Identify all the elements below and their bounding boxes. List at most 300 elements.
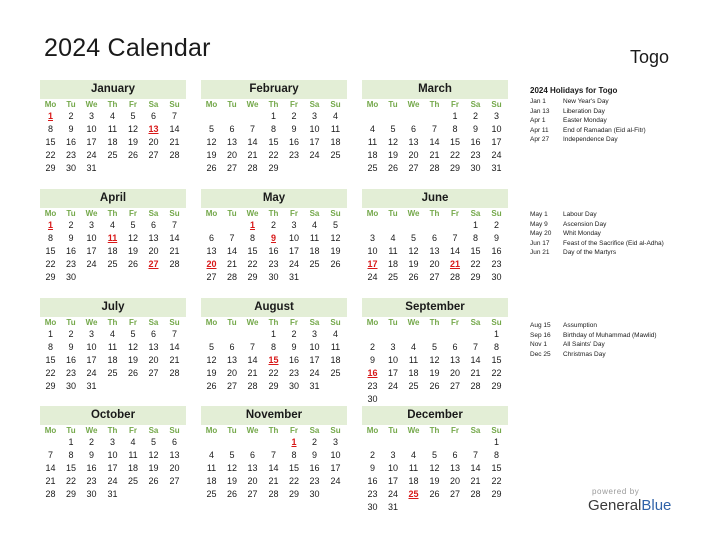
- calendar-day: 31: [491, 163, 502, 173]
- calendar-day: 26: [127, 259, 138, 269]
- calendar-day: 20: [226, 368, 237, 378]
- calendar-day: 12: [127, 124, 138, 134]
- holiday-date: Dec 25: [530, 350, 551, 358]
- calendar-day: 8: [47, 233, 53, 243]
- calendar-day: 25: [309, 259, 320, 269]
- calendar-day: 30: [367, 394, 378, 404]
- month-header: July: [40, 298, 186, 317]
- weekday-label: Su: [491, 318, 502, 327]
- calendar-day: 1: [68, 437, 74, 447]
- calendar-day: 22: [268, 368, 279, 378]
- calendar-day: 23: [65, 150, 76, 160]
- calendar-day: 3: [369, 233, 375, 243]
- holiday-day: 1: [47, 111, 53, 121]
- weekday-label: Sa: [470, 426, 481, 435]
- calendar-day: 6: [208, 233, 214, 243]
- calendar-day: 12: [206, 137, 217, 147]
- weekday-label: Mo: [366, 209, 379, 218]
- calendar-day: 22: [449, 150, 460, 160]
- calendar-day: 30: [65, 381, 76, 391]
- holiday-day: 25: [408, 489, 419, 499]
- calendar-day: 8: [493, 450, 499, 460]
- calendar-day: 16: [470, 137, 481, 147]
- weekday-label: We: [85, 426, 98, 435]
- calendar-day: 6: [150, 111, 156, 121]
- calendar-day: 2: [369, 342, 375, 352]
- calendar-day: 14: [429, 137, 440, 147]
- calendar-day: 22: [268, 150, 279, 160]
- calendar-day: 7: [229, 233, 235, 243]
- calendar-day: 5: [332, 220, 338, 230]
- holiday-date: Nov 1: [530, 341, 547, 349]
- calendar-day: 26: [148, 476, 159, 486]
- calendar-day: 7: [431, 124, 437, 134]
- month-june: [362, 189, 508, 282]
- calendar-day: 26: [429, 489, 440, 499]
- calendar-day: 28: [169, 368, 180, 378]
- calendar-day: 24: [387, 489, 398, 499]
- calendar-day: 11: [309, 233, 320, 243]
- weekday-label: Su: [491, 209, 502, 218]
- brand-logo[interactable]: [588, 497, 671, 514]
- calendar-day: 19: [127, 355, 138, 365]
- calendar-day: 18: [408, 476, 419, 486]
- calendar-day: 22: [45, 150, 56, 160]
- month-september: [362, 298, 508, 404]
- weekday-label: Sa: [309, 318, 320, 327]
- calendar-day: 12: [330, 233, 341, 243]
- calendar-day: 13: [206, 246, 217, 256]
- calendar-day: 9: [369, 355, 375, 365]
- calendar-day: 28: [470, 381, 481, 391]
- calendar-day: 8: [452, 124, 458, 134]
- calendar-day: 5: [208, 124, 214, 134]
- weekday-label: We: [407, 209, 420, 218]
- calendar-day: 17: [387, 476, 398, 486]
- calendar-day: 30: [309, 489, 320, 499]
- weekday-label: Su: [330, 318, 341, 327]
- calendar-day: 3: [493, 111, 499, 121]
- calendar-day: 17: [309, 355, 320, 365]
- calendar-day: 29: [45, 272, 56, 282]
- weekday-label: Th: [107, 318, 118, 327]
- weekday-label: Th: [268, 426, 279, 435]
- calendar-day: 1: [472, 220, 478, 230]
- calendar-day: 4: [332, 111, 338, 121]
- calendar-day: 18: [127, 463, 138, 473]
- calendar-day: 26: [226, 489, 237, 499]
- calendar-day: 16: [367, 476, 378, 486]
- month-april: [40, 189, 186, 282]
- calendar-day: 5: [431, 450, 437, 460]
- calendar-day: 24: [86, 368, 97, 378]
- weekday-label: Fr: [129, 318, 137, 327]
- calendar-day: 26: [387, 163, 398, 173]
- calendar-day: 8: [270, 342, 276, 352]
- calendar-day: 18: [330, 355, 341, 365]
- calendar-day: 9: [68, 124, 74, 134]
- calendar-day: 30: [65, 163, 76, 173]
- calendar-day: 1: [270, 329, 276, 339]
- calendar-day: 2: [291, 329, 297, 339]
- weekday-label: Mo: [205, 209, 218, 218]
- calendar-day: 7: [249, 342, 255, 352]
- month-header: December: [362, 406, 508, 425]
- calendar-day: 1: [493, 437, 499, 447]
- weekday-label: Th: [107, 426, 118, 435]
- calendar-day: 23: [86, 476, 97, 486]
- calendar-day: 24: [107, 476, 118, 486]
- calendar-day: 21: [45, 476, 56, 486]
- weekday-label: Sa: [309, 100, 320, 109]
- calendar-day: 8: [291, 450, 297, 460]
- calendar-day: 26: [330, 259, 341, 269]
- calendar-day: 18: [330, 137, 341, 147]
- calendar-day: 21: [429, 150, 440, 160]
- weekday-label: Sa: [148, 209, 159, 218]
- calendar-day: 17: [309, 137, 320, 147]
- weekday-label: Fr: [451, 209, 459, 218]
- calendar-day: 25: [107, 150, 118, 160]
- calendar-day: 25: [127, 476, 138, 486]
- calendar-day: 28: [169, 259, 180, 269]
- calendar-day: 19: [127, 137, 138, 147]
- month-july: [40, 298, 186, 391]
- holiday-day: 1: [249, 220, 255, 230]
- weekday-label: Th: [107, 100, 118, 109]
- holiday-day: 17: [367, 259, 378, 269]
- month-header: February: [201, 80, 347, 99]
- calendar-day: 22: [45, 259, 56, 269]
- calendar-day: 27: [408, 163, 419, 173]
- calendar-day: 28: [449, 272, 460, 282]
- weekday-label: We: [85, 318, 98, 327]
- calendar-day: 13: [169, 450, 180, 460]
- calendar-day: 26: [429, 381, 440, 391]
- weekday-label: Tu: [388, 209, 398, 218]
- calendar-day: 18: [367, 150, 378, 160]
- weekday-label: Mo: [44, 209, 57, 218]
- calendar-day: 5: [431, 342, 437, 352]
- holiday-name: End of Ramadan (Eid al-Fitr): [563, 126, 646, 134]
- weekday-label: Sa: [470, 209, 481, 218]
- weekday-label: Su: [330, 209, 341, 218]
- month-header: November: [201, 406, 347, 425]
- calendar-day: 3: [88, 220, 94, 230]
- holiday-name: New Year's Day: [563, 98, 609, 105]
- calendar-day: 7: [472, 342, 478, 352]
- calendar-day: 18: [408, 368, 419, 378]
- calendar-day: 24: [491, 150, 502, 160]
- weekday-label: Tu: [227, 426, 237, 435]
- calendar-day: 24: [387, 381, 398, 391]
- calendar-day: 19: [429, 368, 440, 378]
- month-header: June: [362, 189, 508, 208]
- calendar-day: 25: [107, 368, 118, 378]
- holiday-date: Jan 1: [530, 98, 546, 105]
- weekday-label: Su: [330, 426, 341, 435]
- calendar-day: 8: [68, 450, 74, 460]
- month-february: [201, 80, 347, 173]
- calendar-day: 6: [229, 124, 235, 134]
- calendar-day: 12: [127, 342, 138, 352]
- calendar-day: 6: [452, 342, 458, 352]
- calendar-day: 12: [148, 450, 159, 460]
- calendar-day: 29: [449, 163, 460, 173]
- calendar-day: 4: [332, 329, 338, 339]
- calendar-day: 28: [429, 163, 440, 173]
- calendar-day: 19: [429, 476, 440, 486]
- calendar-day: 14: [470, 355, 481, 365]
- calendar-day: 12: [226, 463, 237, 473]
- calendar-day: 12: [408, 246, 419, 256]
- calendar-day: 25: [387, 272, 398, 282]
- calendar-day: 15: [45, 137, 56, 147]
- holiday-name: Liberation Day: [563, 107, 605, 115]
- calendar-day: 19: [148, 463, 159, 473]
- weekday-label: Mo: [366, 318, 379, 327]
- calendar-day: 3: [332, 437, 338, 447]
- calendar-day: 20: [148, 246, 159, 256]
- calendar-day: 18: [107, 246, 118, 256]
- calendar-day: 8: [270, 124, 276, 134]
- calendar-day: 3: [390, 342, 396, 352]
- calendar-day: 23: [268, 259, 279, 269]
- calendar-day: 6: [150, 220, 156, 230]
- calendar-day: 4: [109, 111, 115, 121]
- holiday-day: 27: [148, 259, 159, 269]
- weekday-label: Fr: [290, 209, 298, 218]
- calendar-day: 10: [330, 450, 341, 460]
- calendar-day: 17: [288, 246, 299, 256]
- weekday-label: Su: [491, 426, 502, 435]
- calendar-day: 13: [247, 463, 258, 473]
- calendar-day: 15: [65, 463, 76, 473]
- calendar-day: 23: [65, 368, 76, 378]
- weekday-label: Tu: [66, 318, 76, 327]
- weekday-label: Th: [429, 100, 440, 109]
- calendar-day: 25: [107, 259, 118, 269]
- weekday-label: Tu: [66, 209, 76, 218]
- holiday-day: 16: [367, 368, 378, 378]
- weekday-label: We: [407, 318, 420, 327]
- weekday-label: Fr: [451, 100, 459, 109]
- calendar-day: 2: [88, 437, 94, 447]
- holiday-name: Christmas Day: [563, 350, 606, 358]
- calendar-day: 25: [206, 489, 217, 499]
- month-august: [201, 298, 347, 391]
- calendar-day: 3: [291, 220, 297, 230]
- calendar-day: 25: [367, 163, 378, 173]
- weekday-label: Su: [169, 426, 180, 435]
- weekday-label: Fr: [129, 426, 137, 435]
- calendar-day: 5: [150, 437, 156, 447]
- calendar-day: 6: [410, 124, 416, 134]
- holiday-date: Aug 15: [530, 322, 551, 329]
- calendar-day: 16: [65, 137, 76, 147]
- holiday-name: Assumption: [563, 322, 597, 329]
- calendar-day: 16: [86, 463, 97, 473]
- calendar-day: 16: [288, 137, 299, 147]
- calendar-day: 6: [171, 437, 177, 447]
- holiday-date: Apr 11: [530, 126, 549, 134]
- month-header: January: [40, 80, 186, 99]
- calendar-day: 11: [128, 450, 138, 460]
- calendar-day: 7: [47, 450, 53, 460]
- calendar-day: 19: [387, 150, 398, 160]
- weekday-label: We: [246, 209, 259, 218]
- weekday-label: Sa: [470, 100, 481, 109]
- calendar-day: 12: [429, 355, 440, 365]
- calendar-day: 2: [68, 329, 74, 339]
- calendar-day: 29: [491, 381, 502, 391]
- month-may: [201, 189, 347, 282]
- month-november: [201, 406, 347, 499]
- calendar-day: 8: [47, 342, 53, 352]
- calendar-day: 15: [449, 137, 460, 147]
- calendar-day: 21: [169, 137, 180, 147]
- calendar-day: 9: [291, 342, 297, 352]
- weekday-label: Sa: [148, 100, 159, 109]
- calendar-day: 9: [68, 342, 74, 352]
- calendar-day: 21: [169, 355, 180, 365]
- weekday-label: We: [85, 209, 98, 218]
- calendar-day: 11: [107, 342, 118, 352]
- calendar-day: 25: [408, 381, 419, 391]
- calendar-day: 16: [65, 246, 76, 256]
- calendar-day: 7: [452, 233, 458, 243]
- calendar-day: 20: [408, 150, 419, 160]
- calendar-day: 7: [472, 450, 478, 460]
- calendar-day: 28: [470, 489, 481, 499]
- brand-blue: Blue: [641, 497, 672, 514]
- calendar-day: 19: [226, 476, 237, 486]
- calendar-day: 10: [309, 342, 320, 352]
- calendar-day: 22: [491, 476, 502, 486]
- calendar-day: 15: [45, 246, 56, 256]
- calendar-day: 11: [408, 463, 419, 473]
- calendar-day: 29: [65, 489, 76, 499]
- calendar-day: 7: [171, 111, 177, 121]
- weekday-label: Tu: [227, 318, 237, 327]
- calendar-day: 11: [206, 463, 217, 473]
- calendar-day: 8: [47, 124, 53, 134]
- calendar-day: 13: [148, 342, 159, 352]
- calendar-day: 1: [270, 111, 276, 121]
- calendar-day: 22: [45, 368, 56, 378]
- calendar-day: 26: [206, 163, 217, 173]
- calendar-day: 18: [107, 137, 118, 147]
- calendar-day: 12: [387, 137, 398, 147]
- calendar-day: 14: [45, 463, 56, 473]
- calendar-day: 27: [226, 163, 237, 173]
- calendar-day: 23: [65, 259, 76, 269]
- calendar-day: 22: [470, 259, 481, 269]
- calendar-day: 28: [169, 150, 180, 160]
- calendar-day: 10: [86, 124, 97, 134]
- calendar-day: 5: [390, 124, 396, 134]
- calendar-day: 9: [88, 450, 94, 460]
- holiday-day: 9: [270, 233, 276, 243]
- calendar-day: 30: [491, 272, 502, 282]
- calendar-day: 29: [288, 489, 299, 499]
- calendar-day: 10: [107, 450, 118, 460]
- weekday-label: We: [85, 100, 98, 109]
- weekday-label: Sa: [309, 426, 320, 435]
- calendar-day: 5: [130, 329, 136, 339]
- calendar-day: 15: [491, 463, 502, 473]
- holiday-name: Day of the Martyrs: [563, 249, 617, 257]
- calendar-day: 22: [288, 476, 299, 486]
- calendar-day: 26: [127, 150, 138, 160]
- calendar-day: 20: [226, 150, 237, 160]
- calendar-day: 29: [491, 489, 502, 499]
- holiday-day: 1: [47, 220, 53, 230]
- calendar-day: 12: [206, 355, 217, 365]
- calendar-day: 25: [330, 150, 341, 160]
- calendar-day: 30: [86, 489, 97, 499]
- weekday-label: Tu: [66, 100, 76, 109]
- calendar-day: 20: [429, 259, 440, 269]
- calendar-day: 8: [493, 342, 499, 352]
- calendar-day: 22: [65, 476, 76, 486]
- powered-by-text: powered by: [592, 487, 640, 496]
- calendar-day: 10: [86, 342, 97, 352]
- weekday-label: Th: [429, 318, 440, 327]
- calendar-day: 4: [109, 329, 115, 339]
- holiday-name: Ascension Day: [563, 220, 607, 228]
- calendar-day: 17: [86, 355, 97, 365]
- calendar-day: 19: [206, 368, 217, 378]
- calendar-day: 6: [249, 450, 255, 460]
- month-header: March: [362, 80, 508, 99]
- holiday-name: Whit Monday: [563, 230, 601, 238]
- calendar-day: 30: [268, 272, 279, 282]
- calendar-day: 20: [247, 476, 258, 486]
- weekday-label: Tu: [388, 426, 398, 435]
- calendar-day: 14: [449, 246, 460, 256]
- weekday-label: Mo: [366, 426, 379, 435]
- weekday-label: We: [246, 318, 259, 327]
- calendar-day: 18: [107, 355, 118, 365]
- calendar-day: 13: [429, 246, 440, 256]
- calendar-day: 8: [472, 233, 478, 243]
- calendar-day: 13: [449, 355, 460, 365]
- month-header: September: [362, 298, 508, 317]
- weekday-label: Fr: [290, 100, 298, 109]
- holiday-day: 21: [449, 259, 460, 269]
- calendar-day: 14: [268, 463, 279, 473]
- calendar-day: 12: [127, 233, 138, 243]
- calendar-day: 20: [169, 463, 180, 473]
- holiday-day: 13: [148, 124, 159, 134]
- calendar-day: 6: [431, 233, 437, 243]
- calendar-day: 28: [45, 489, 56, 499]
- weekday-label: Th: [268, 209, 279, 218]
- weekday-label: Mo: [44, 100, 57, 109]
- calendar-day: 5: [229, 450, 235, 460]
- calendar-day: 31: [288, 272, 299, 282]
- calendar-day: 27: [148, 150, 159, 160]
- weekday-label: Mo: [366, 100, 379, 109]
- weekday-label: Fr: [290, 318, 298, 327]
- calendar-day: 1: [452, 111, 458, 121]
- calendar-day: 15: [491, 355, 502, 365]
- calendar-day: 13: [408, 137, 419, 147]
- calendar-day: 27: [429, 272, 440, 282]
- calendar-day: 17: [330, 463, 341, 473]
- calendar-day: 13: [449, 463, 460, 473]
